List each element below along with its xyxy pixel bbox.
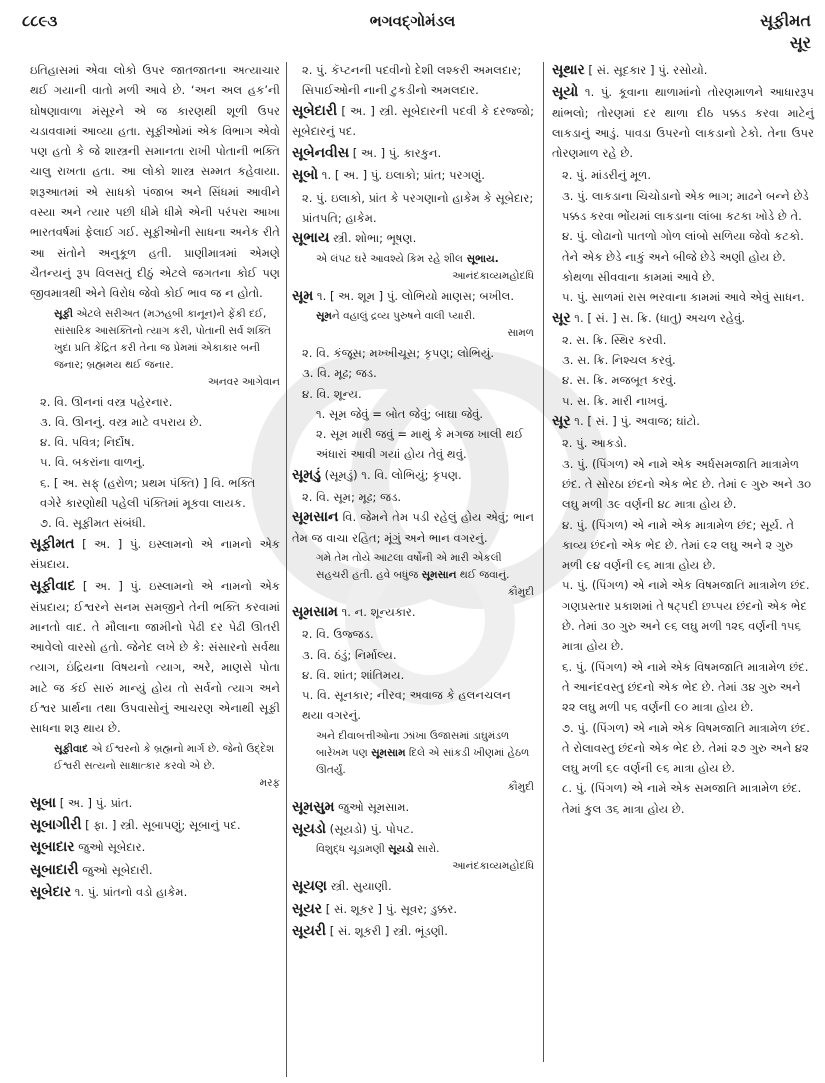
citation: વિશુદ્ધ ચૂડામણી સૂયડો સારો. આનંદકાવ્યમહોદધિ: [316, 843, 534, 873]
dictionary-entry: સૂમડું (સૂમડું) ૧. વિ. લોભિયું; કૃપણ.: [292, 466, 462, 483]
headword: સૂબેદારી: [292, 102, 338, 119]
sense: ૪. પું. લોઢાનો પાતળો ગોળ લાંબો સળિયા જેવો કટકો. તેને એક છેડે નાકું અને બીજે છેડે અણી હોય છે. કોથળા સીવવાના કામમાં આવે છે.: [562, 229, 804, 284]
dictionary-entry: સૂયર [ સં. શૂકર ] પું. સૂવર; ડુક્કર.: [292, 900, 458, 917]
sense: ૭. પું. (પિંગળ) એ નામે એક વિષમજાતિ માત્રામેળ છંદ. તે રોલાવસ્તુ છંદનો એક ભેદ છે. તેમાં ૨૭ ગુરુ અને ૪૨ લઘુ મળી ૬૯ વર્ણની ૯૬ માત્રા હોય છે.: [562, 720, 810, 776]
idiom: ૧. સૂમ જેવું = બોત જેવું; બાઘા જેવું.: [316, 406, 484, 421]
sense: ૫. પું. સાળમાં રાસ ભરવાના કામમાં આવે એવું સાધન.: [562, 290, 805, 305]
dictionary-entry: સૂફીમત [ અ. ] પું. ઇસ્લામનો એ નામનો એક સંપ્રદાય.: [30, 535, 280, 571]
headword: સૂયો: [552, 84, 579, 101]
guide-word-first: સૂફીમત: [760, 11, 811, 30]
dictionary-entry: સૂયડો (સૂયડો) પું. પોપટ.: [292, 821, 414, 838]
headword: સૂયરી: [292, 922, 327, 939]
dictionary-entry: સૂમસુમ જુઓ સૂમસામ.: [292, 798, 410, 815]
guide-words: [760, 10, 811, 54]
dictionary-entry: સૂર ૧. [ સં. ] પું. અવાજ; ઘાંટો.: [552, 413, 700, 430]
sense: ૫. સ. ક્રિ. મારી નાખવું.: [562, 393, 668, 408]
dictionary-entry: સૂર ૧. [ સં. ] સ. ક્રિ. (ધાતુ) અચળ રહેવું.: [552, 309, 746, 326]
headword: સૂમસુમ: [292, 798, 335, 815]
column-1: [30, 60, 280, 904]
headword: સૂર: [552, 413, 571, 430]
citation: સૂમને વહાલું દ્રવ્ય પુરુષને વાલી પ્યારી. સામળ: [316, 309, 534, 339]
headword: સૂબાદાર: [30, 839, 75, 856]
citation-source: અનવર આગેવાન: [207, 375, 280, 388]
sense: ૪. વિ. શાંત; શાંતિમય.: [302, 667, 405, 682]
dictionary-entry: સૂમ ૧. [ અ. શૂમ ] પું. લોભિયો માણસ; બખીલ.: [292, 287, 515, 304]
sense: ૩. વિ. ઊનનું. વસ્ત્ર માટે વપરાય છે.: [40, 414, 203, 429]
dictionary-entry: સૂબેનવીસ [ અ. ] પું. કારકુન.: [292, 145, 442, 162]
citation-source: કૌમુદી: [507, 780, 534, 793]
sense: ૨. પું. આકડો.: [562, 436, 627, 451]
guide-word-last: સૂર: [789, 33, 811, 52]
dictionary-entry: સૂયો ૧. પું. કૂવાના થાળામાંનો તોરણમાળને આધારરૂપ થાંભલો; તોરણમાં દર થાળા દીઠ પક્કડ કરવા માટેનું લાકડાનું આડું. પાવડા ઉપરનો લાકડાનો ટેકો. તેના ઉપર તોરણમાળ રહે છે.: [552, 84, 814, 161]
sense: ૩. સ. ક્રિ. નિશ્ચલ કરવું.: [562, 353, 676, 368]
dictionary-entry: સૂમસામ ૧. ન. શૂન્યકાર.: [292, 603, 416, 620]
sense: ૨. વિ. કંજૂસ; મખ્ખીચૂસ; કૃપણ; લોભિયું.: [302, 345, 495, 360]
dictionary-entry: સૂયણ સ્ત્રી. સુયાણી.: [292, 878, 392, 895]
dictionary-entry: સૂબો ૧. [ અ. ] પું. ઇલાકો; પ્રાંત; પરગણું.: [292, 167, 485, 184]
dictionary-entry: સૂબાદાર જુઓ સૂબેદાર.: [30, 839, 146, 856]
sense: ૬. [ અ. સફ્ (હરોળ; પ્રથમ પંક્તિ) ] વિ. ભક્તિ વગેરે કારણોથી પહેલી પંક્તિમાં મૂકવા લાયક.: [40, 475, 256, 511]
dictionary-entry: સૂભાય સ્ત્રી. શોભા; ભૂષણ.: [292, 230, 417, 247]
dictionary-entry: સૂબેદારી [ અ. ] સ્ત્રી. સૂબેદારની પદવી કે દરજ્જો; સૂબેદારનું પદ.: [292, 102, 534, 138]
sense: ૪. સ. ક્રિ. મજબૂત કરવું.: [562, 373, 677, 388]
headword: સૂબાદારી: [30, 861, 79, 878]
sense: ૫. વિ. બકરાંના વાળનું.: [40, 455, 146, 470]
headword: સૂમડું: [292, 466, 321, 483]
sense: ૨. પું. માંડરીનું મૂળ.: [562, 168, 652, 183]
dictionary-entry: સૂબાગીરી [ ફા. ] સ્ત્રી. સૂબાપણું; સૂબાનું પદ.: [30, 816, 241, 833]
sense: ૨. પું. ઇલાકો, પ્રાંત કે પરગણાનો હાકેમ કે સૂબેદાર; પ્રાંતપતિ; હાકેમ.: [302, 190, 534, 226]
dictionary-entry: સૂબાદારી જુઓ સૂબેદારી.: [30, 861, 153, 878]
headword: સૂફીવાદ: [30, 578, 76, 595]
sense: ૬. પું. (પિંગળ) એ નામે એક વિષમજાતિ માત્રામેળ છંદ. તે આનંદવસ્તુ છંદનો એક ભેદ છે. તેમાં ૩૪ ગુરુ અને ૨૨ લઘુ મળી ૫૬ વર્ણની ૯૦ માત્રા હોય છે.: [562, 659, 809, 715]
headword: સૂબાગીરી: [30, 816, 82, 833]
column-3: [552, 60, 814, 819]
citation: સૂફીવાદ એ ઈશ્વરનો કે બ્રહ્મનો માર્ગ છે. જેનો ઉદ્દેશ ઈશ્વરી સત્યનો સાક્ષાત્કાર કરવો એ છે. મરફ: [54, 742, 280, 789]
citation-source: આનંદકાવ્યમહોદધિ: [452, 860, 534, 873]
headword: સૂભાય: [292, 230, 330, 247]
citation: અને દીવાબત્તીઓના ઝાંખા ઉજાસમાં ડાઘુમંડળ બારેખમ પણ સૂમસામ દિલે એ સાંકડી ખીણમાં હેઠળ ઊતર્યું. કૌમુદી: [316, 729, 534, 793]
sense: ૩. વિ. મૂઢ; જડ.: [302, 366, 377, 381]
headword: સૂમ: [292, 287, 314, 304]
column-divider: [543, 62, 544, 1062]
idiom: ૨. સૂમ મારી જવું = માથું કે મગજ ખાલી થઈ અંધારાં આવી ગયાં હોય તેવું થવું.: [316, 427, 524, 462]
headword: સૂથાર: [552, 62, 585, 78]
citation: એ લંપટ ઘરે આવશ્યે કિમ રહે શીલ સૂભાય. આનંદકાવ્યમહોદધિ: [316, 252, 534, 282]
dictionary-entry: સૂથાર [ સં. સૂદકાર ] પું. રસોયો.: [552, 62, 708, 78]
sense: ૪. વિ. શૂન્ય.: [302, 386, 362, 401]
column-2: [292, 60, 534, 943]
citation-source: આનંદકાવ્યમહોદધિ: [452, 269, 534, 282]
sense: ૫. પું. (પિંગળ) એ નામે એક વિષમજાતિ માત્રામેળ છંદ. ગણપ્રસ્તાર પ્રકાશમાં તે ષટ્પદી છપ્પય છંદનો એક ભેદ છે. તેમાં ૩૦ ગુરુ અને ૯૬ લઘુ મળી ૧૨૬ વર્ણની ૧૫૬ માત્રા હોય છે.: [562, 578, 810, 654]
sense: ૩. વિ. ઠંડું; નિર્માલ્ય.: [302, 647, 397, 662]
column-divider: [286, 62, 287, 1077]
sense: ૭. વિ. સૂફીમત સંબંધી.: [40, 516, 146, 531]
headword: સૂયણ: [292, 878, 328, 895]
headword: સૂબેનવીસ: [292, 145, 350, 162]
headword: સૂમસામ: [292, 603, 338, 620]
citation: સૂફી એટલે સરીઅત (મઝહબી કાનૂન)ને ફેંકી દઈ, સાંસારિક આસક્તિનો ત્યાગ કરી, પોતાની સર્વ શક્તિ ખુદા પ્રતિ કેંદ્રિત કરી તેના જ પ્રેમમાં એકાકાર બની જનાર; બ્રહ્મમય થઈ જનાર. અનવર આગેવાન: [54, 307, 280, 388]
citation-source: કૌમુદી: [507, 585, 534, 598]
dictionary-entry: સૂબેદાર ૧. પું. પ્રાંતનો વડો હાકેમ.: [30, 883, 188, 900]
page-number: ૮૮૯૩: [22, 12, 58, 30]
headword: સૂયડો: [292, 821, 326, 838]
page-header: [0, 0, 825, 58]
headword: સૂફીમત: [30, 535, 75, 552]
dictionary-entry: સૂબા [ અ. ] પું. પ્રાંત.: [30, 794, 133, 811]
citation-source: સામળ: [507, 326, 534, 339]
sense: ૨. વિ. ઊનનાં વસ્ત્ર પહેરનાર.: [40, 394, 173, 409]
sense: ૮. પું. (પિંગળ) એ નામે એક સમજાતિ માત્રામેળ છંદ. તેમાં કુલ ૩૬ માત્રા હોય છે.: [562, 781, 802, 816]
citation-source: મરફ: [259, 776, 280, 789]
sense: ૫. વિ. સૂનકાર; નીરવ; અવાજ કે હલનચલન થયા વગરનું.: [302, 688, 511, 723]
dictionary-entry: સૂમસાન વિ. જેમને તેમ પડી રહેલું હોય એવું; ભાન તેમ જ વાચા રહિત; મૂંગું અને ભાન વગરનું.: [292, 509, 534, 545]
sense: ૪. પું. (પિંગળ) એ નામે એક માત્રામેળ છંદ; સૂર્ય. તે કાવ્ય છંદનો એક ભેદ છે. તેમાં ૯૨ લઘુ અને ૨ ગુરુ મળી ૯૪ વર્ણની ૯૬ માત્રા હોય છે.: [562, 517, 795, 573]
sense: ૨. વિ. સૂમ; મૂઢ; જડ.: [302, 490, 402, 505]
headword: સૂબેદાર: [30, 883, 72, 900]
headword: સૂબો: [292, 167, 319, 184]
book-title: ભગવદ્ગોમંડલ: [369, 12, 456, 30]
sense: ૩. પું. (પિંગળ) એ નામે એક અર્ધસમજાતિ માત્રામેળ છંદ. તે સોરઠા છંદનો એક ભેદ છે. તેમાં ૯ ગુરુ અને ૩૦ લઘુ મળી ૩૯ વર્ણની ૪૮ માત્રા હોય છે.: [562, 456, 812, 512]
headword: સૂયર: [292, 900, 323, 917]
sense: ૪. વિ. પવિત્ર; નિર્દોષ.: [40, 435, 135, 450]
entry-continuation: ઇતિહાસમાં એવા લોકો ઉપર જાતજાતના અત્યાચાર થઈ ગયાની વાતો મળી આવે છે. ‘અન અલ હક’ની ઘોષણાવાળા મંસૂરને એ જ કારણથી શૂળી ઉપર ચડાવવામાં આવ્યા હતા. સૂફીઓમાં એક વિભાગ એવો પણ હતો કે જે શાસ્ત્રની સમાનતા રાખી પોતાની ભક્તિ ચાલુ રાખતા હતા. આ લોકો શાસ્ત્ર સમ્મત કહેવાયા. શરૂઆતમાં એ સાધકો પંજાબ અને સિંધમાં આવીને વસ્યા અને ત્યાર પછી ધીમે ધીમે એની પરંપરા આખા ભારતવર્ષમાં ફેલાઈ ગઈ. સૂફીઓની સાધના અનેક રીતે આ સંતોને અનુકૂળ હતી. પ્રાણીમાત્રમાં એમણે ચૈતન્યનું રૂપ વિલસતું દીઠું એટલે જગતના કોઈ પણ જીવમાત્રથી એને વિરોધ જેવો કોઈ ભાવ જ ન હોતો.: [30, 63, 280, 301]
dictionary-entry: સૂયરી [ સં. શૂકરી ] સ્ત્રી. ભૂંડણી.: [292, 922, 448, 939]
sense: ૨. વિ. ઉજ્જડ.: [302, 627, 374, 642]
headword: સૂર: [552, 309, 571, 326]
sense: ૨. પું. કૅપ્ટનની પદવીનો દેશી લશ્કરી અમલદાર; સિપાઈઓની નાની ટુકડીનો અમલદાર.: [302, 63, 522, 98]
sense: ૨. સ. ક્રિ. સ્થિર કરવી.: [562, 332, 667, 347]
headword: સૂબા: [30, 794, 57, 811]
sense: ૩. પું. લાકડાના ચિચોડાનો એક ભાગ; માઢને બન્ને છેડે પક્કડ કરવા ભોંયમાં લાકડાના લાંબા કટકા ખોડે છે તે.: [562, 188, 809, 224]
headword: સૂમસાન: [292, 509, 339, 526]
citation: ગમે તેમ તોયે આટલા વર્ષોની એ મારી એકલી સહચરી હતી. હવે બધુંજ સૂમસાન થઈ જવાનું. કૌમુદી: [316, 551, 534, 598]
dictionary-entry: સૂફીવાદ [ અ. ] પું. ઇસ્લામનો એ નામનો એક સંપ્રદાય; ઈશ્વરને સનમ સમજીને તેની ભક્તિ કરવામાં માનતો વાદ. તે મૌલાના જામીનો પેઢી દર પેઢી ઊતરી આવેલો વારસો હતો. જેનેદ લખે છે કે: સંસારનો સર્વથા ત્યાગ, ઇંદ્રિયના વિષયનો ત્યાગ, અરે, માણસે પોતા માટે જ કંઈ સારું માન્યું હોય તો સર્વનો ત્યાગ અને ઈશ્વર પ્રાર્થના તથા ઉપવાસોનું આચરણ એનાથી સૂફી સાધના શરૂ થાય છે.: [30, 578, 280, 736]
